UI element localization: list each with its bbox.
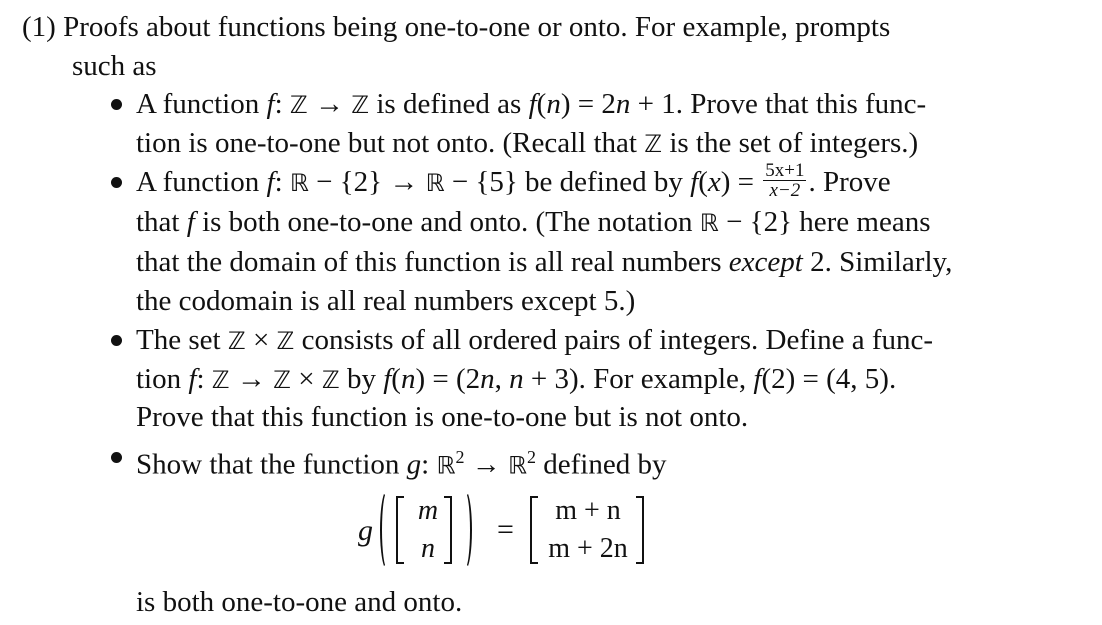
equals-sign: =: [497, 513, 514, 546]
bullet-4: [111, 452, 122, 463]
equation-function-name: g: [358, 514, 373, 547]
output-vector-top: m + n: [555, 495, 621, 526]
item-4-closing: is both one-to-one and onto.: [136, 586, 463, 618]
bullet-1: [111, 99, 122, 110]
right-paren: [458, 490, 472, 570]
item-1-line-1: A function f: ℤ → ℤ is defined as f(n) = 2n + 1. Prove that this func-: [136, 88, 927, 120]
input-vector-bottom: n: [421, 533, 435, 564]
item-3-line-1: The set ℤ × ℤ consists of all ordered pairs of integers. Define a func-: [136, 324, 934, 356]
input-vector-right-bracket: [444, 496, 452, 564]
item-2-line-2: that f is both one-to-one and onto. (The notation ℝ − {2} here means: [136, 206, 931, 238]
input-vector-left-bracket: [396, 496, 404, 564]
fraction-numerator: 5x+1: [765, 160, 805, 181]
item-4-line-1: Show that the function g: ℝ$^2$ → ℝ$^2$ defined by: [136, 447, 667, 481]
output-vector-bottom: m + 2n: [548, 533, 628, 564]
intro-line-2: such as: [72, 50, 157, 82]
bullet-3: [111, 335, 122, 346]
item-2-line-4: the codomain is all real numbers except 5.): [136, 285, 636, 317]
item-1-line-2: tion is one-to-one but not onto. (Recall that ℤ is the set of integers.): [136, 127, 919, 159]
item-2-line-1: A function f: ℝ − {2} → ℝ − {5} be defined by f(x) = $\frac{5x+1}{x-2}$ . Prove: [136, 160, 891, 201]
item-3-line-3: Prove that this function is one-to-one but is not onto.: [136, 401, 749, 433]
fraction: [763, 162, 806, 199]
bullet-2: [111, 177, 122, 188]
item-2-line-3: that the domain of this function is all real numbers except 2. Similarly,: [136, 246, 953, 278]
fraction-denominator: x−2: [769, 180, 801, 201]
input-vector-top: m: [417, 495, 439, 526]
left-paren: [380, 490, 394, 570]
output-vector-right-bracket: [636, 496, 644, 564]
intro-line-1: (1) Proofs about functions being one-to-one or onto. For example, prompts: [22, 11, 891, 43]
display-equation: [352, 486, 672, 578]
item-3-line-2: tion f: ℤ → ℤ × ℤ by f(n) = (2n, n + 3). For example, f(2) = (4, 5).: [136, 363, 897, 395]
